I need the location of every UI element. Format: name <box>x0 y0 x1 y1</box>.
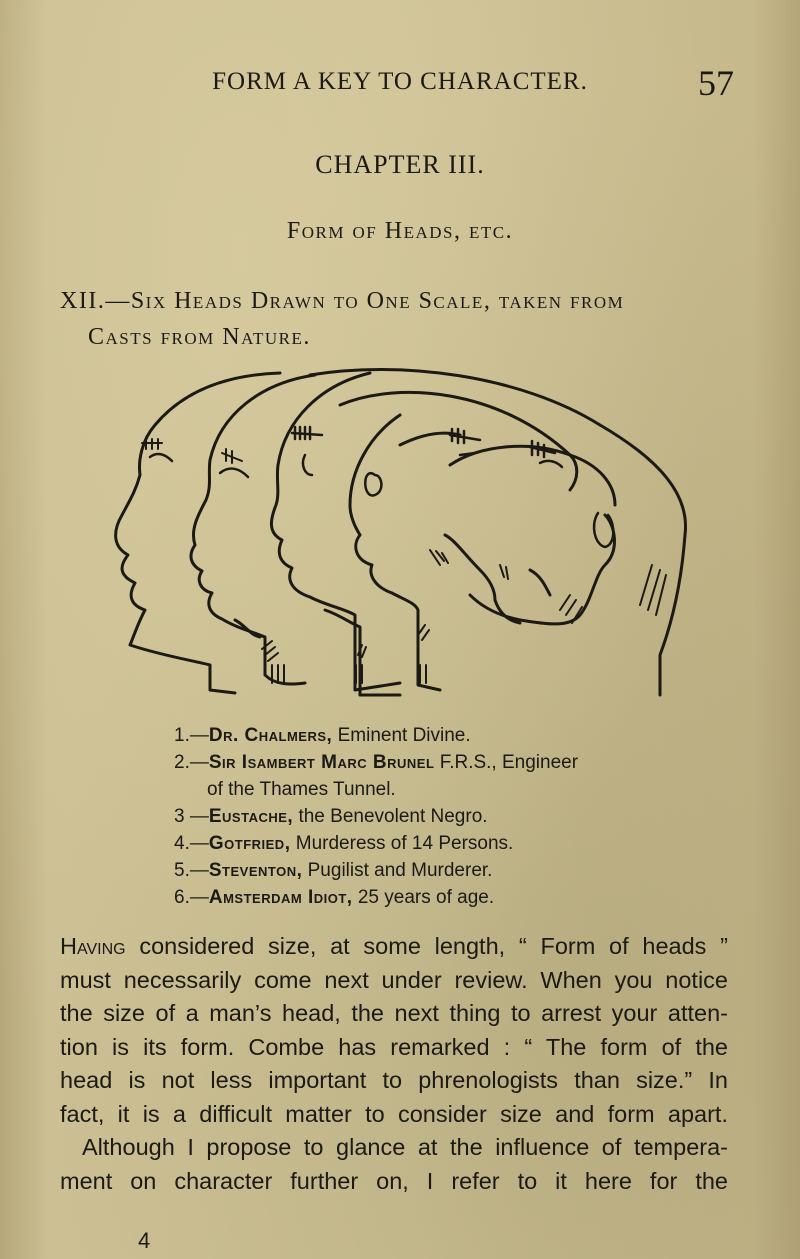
body-line-8: ment on character further on, I refer to it here for the <box>60 1167 728 1194</box>
ear-3 <box>365 473 381 495</box>
chin-hatch <box>262 625 429 661</box>
mouth-lines <box>430 550 508 579</box>
caption-item-4: 4.—Gotfried, Murderess of 14 Persons. <box>174 833 514 854</box>
jaw-line-5 <box>530 570 550 595</box>
section-title: Form of Heads, etc. <box>286 218 514 244</box>
first-word: Having <box>60 933 126 959</box>
head-profiles-illustration <box>100 365 720 705</box>
caption-item-1: 1.—Dr. Chalmers, Eminent Divine. <box>174 725 471 746</box>
body-line-2: must necessarily come next under review. When you notice <box>60 966 728 993</box>
body-paragraph <box>60 930 728 1198</box>
figure-heading-line1: XII.—Six Heads Drawn to One Scale, taken from <box>60 288 625 314</box>
neck-hatch-b <box>272 665 426 683</box>
eye-5b <box>540 461 562 467</box>
signature-mark: 4 <box>138 1228 151 1253</box>
figure-caption-list <box>174 722 774 911</box>
caption-item-6: 6.—Amsterdam Idiot, 25 years of age. <box>174 887 495 908</box>
figure-heading <box>60 283 750 355</box>
eye-4 <box>450 429 480 443</box>
body-line-1: Having considered size, at some length, “ Form of heads ” <box>60 933 728 959</box>
six-heads-figure <box>100 365 720 705</box>
caption-item-2: 2.—Sir Isambert Marc Brunel F.R.S., Engineer of the Thames Tunnel. <box>174 752 579 800</box>
brow-2 <box>222 449 242 463</box>
caption-item-3: 3 —Eustache, the Benevolent Negro. <box>174 806 488 827</box>
body-line-5: head is not less important to phrenologists than size.” In <box>60 1067 728 1093</box>
neck-hatch <box>560 565 666 623</box>
head-outline-5 <box>340 392 577 620</box>
head-outline-4 <box>350 415 440 690</box>
running-head <box>0 62 800 102</box>
body-line-6: fact, it is a difficult matter to consider size and form apart. <box>60 1100 728 1127</box>
body-line-4: tion is its form. Combe has remarked : “ The form of the <box>60 1033 728 1060</box>
eye-2 <box>220 469 248 477</box>
brow-1 <box>142 439 162 449</box>
head-outline-3 <box>271 373 400 690</box>
figure-heading-line2: Casts from Nature. <box>88 324 311 350</box>
body-line-3: the size of a man’s head, the next thing to arrest your atten- <box>60 1000 728 1026</box>
nose-3 <box>303 455 312 475</box>
head-outline-1 <box>116 373 280 693</box>
chapter-title: CHAPTER III. <box>315 150 485 179</box>
running-title: FORM A KEY TO CHARACTER. <box>212 68 588 95</box>
caption-item-5: 5.—Steventon, Pugilist and Murderer. <box>174 860 493 881</box>
eye-1 <box>150 454 172 461</box>
body-line-7: Although I propose to glance at the influence of tempera- <box>82 1134 728 1160</box>
page-number: 57 <box>698 63 734 103</box>
eye-3 <box>292 427 322 439</box>
ear-6 <box>594 513 613 547</box>
